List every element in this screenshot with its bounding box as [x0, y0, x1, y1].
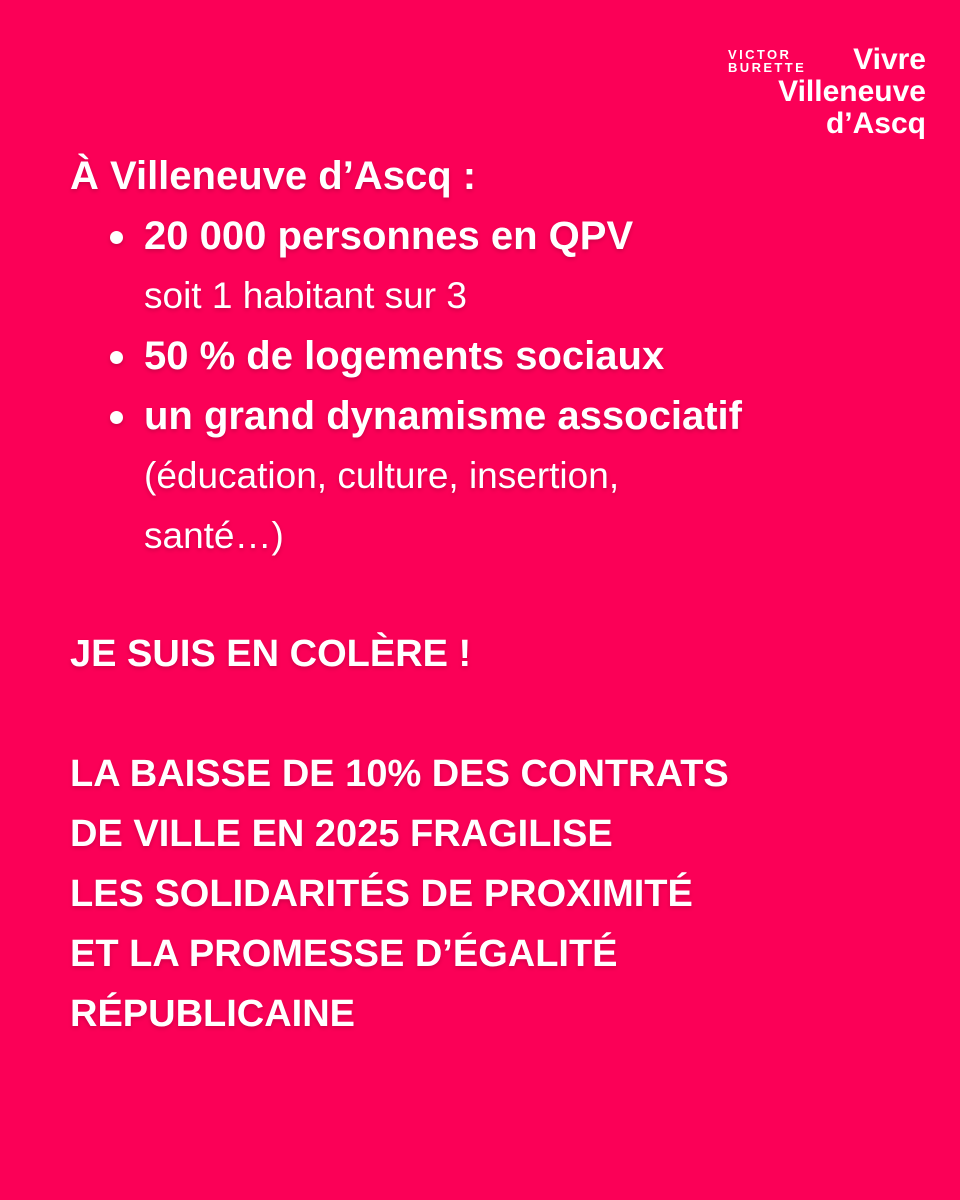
logo-word-villeneuve: Villeneuve — [778, 75, 926, 108]
message-line: LA BAISSE DE 10% DES CONTRATS — [70, 753, 729, 795]
logo-word-vivre: Vivre — [853, 43, 926, 76]
logo-first-name: VICTOR — [728, 47, 792, 62]
message-line: LES SOLIDARITÉS DE PROXIMITÉ — [70, 873, 693, 915]
intro-heading: À Villeneuve d’Ascq : — [70, 154, 477, 198]
post-content — [70, 146, 910, 1044]
fact-detail-text: santé…) — [144, 515, 284, 556]
message-line: ET LA PROMESSE D’ÉGALITÉ — [70, 933, 618, 975]
logo-word-ascq: d’Ascq — [825, 107, 926, 140]
logo-last-name: BURETTE — [728, 60, 807, 75]
fact-item-associations — [70, 386, 910, 566]
fact-strong-text: 50 % de logements sociaux — [144, 334, 665, 378]
message-line: RÉPUBLICAINE — [70, 993, 356, 1035]
campaign-logo — [726, 44, 926, 148]
fact-strong-text: 20 000 personnes en QPV — [144, 214, 634, 258]
message-line: DE VILLE EN 2025 FRAGILISE — [70, 813, 613, 855]
anger-statement: JE SUIS EN COLÈRE ! — [70, 633, 472, 675]
main-message — [70, 744, 910, 1044]
bullet-dot-icon — [110, 351, 123, 364]
bullet-dot-icon — [110, 231, 123, 244]
fact-item-housing — [70, 326, 910, 386]
fact-strong-text: un grand dynamisme associatif — [144, 394, 742, 438]
facts-list — [70, 206, 910, 566]
fact-detail-text: soit 1 habitant sur 3 — [144, 275, 467, 316]
logo-candidate-name — [728, 48, 806, 74]
fact-detail-text: (éducation, culture, insertion, — [144, 455, 620, 496]
fact-item-qpv — [70, 206, 910, 326]
bullet-dot-icon — [110, 411, 123, 424]
